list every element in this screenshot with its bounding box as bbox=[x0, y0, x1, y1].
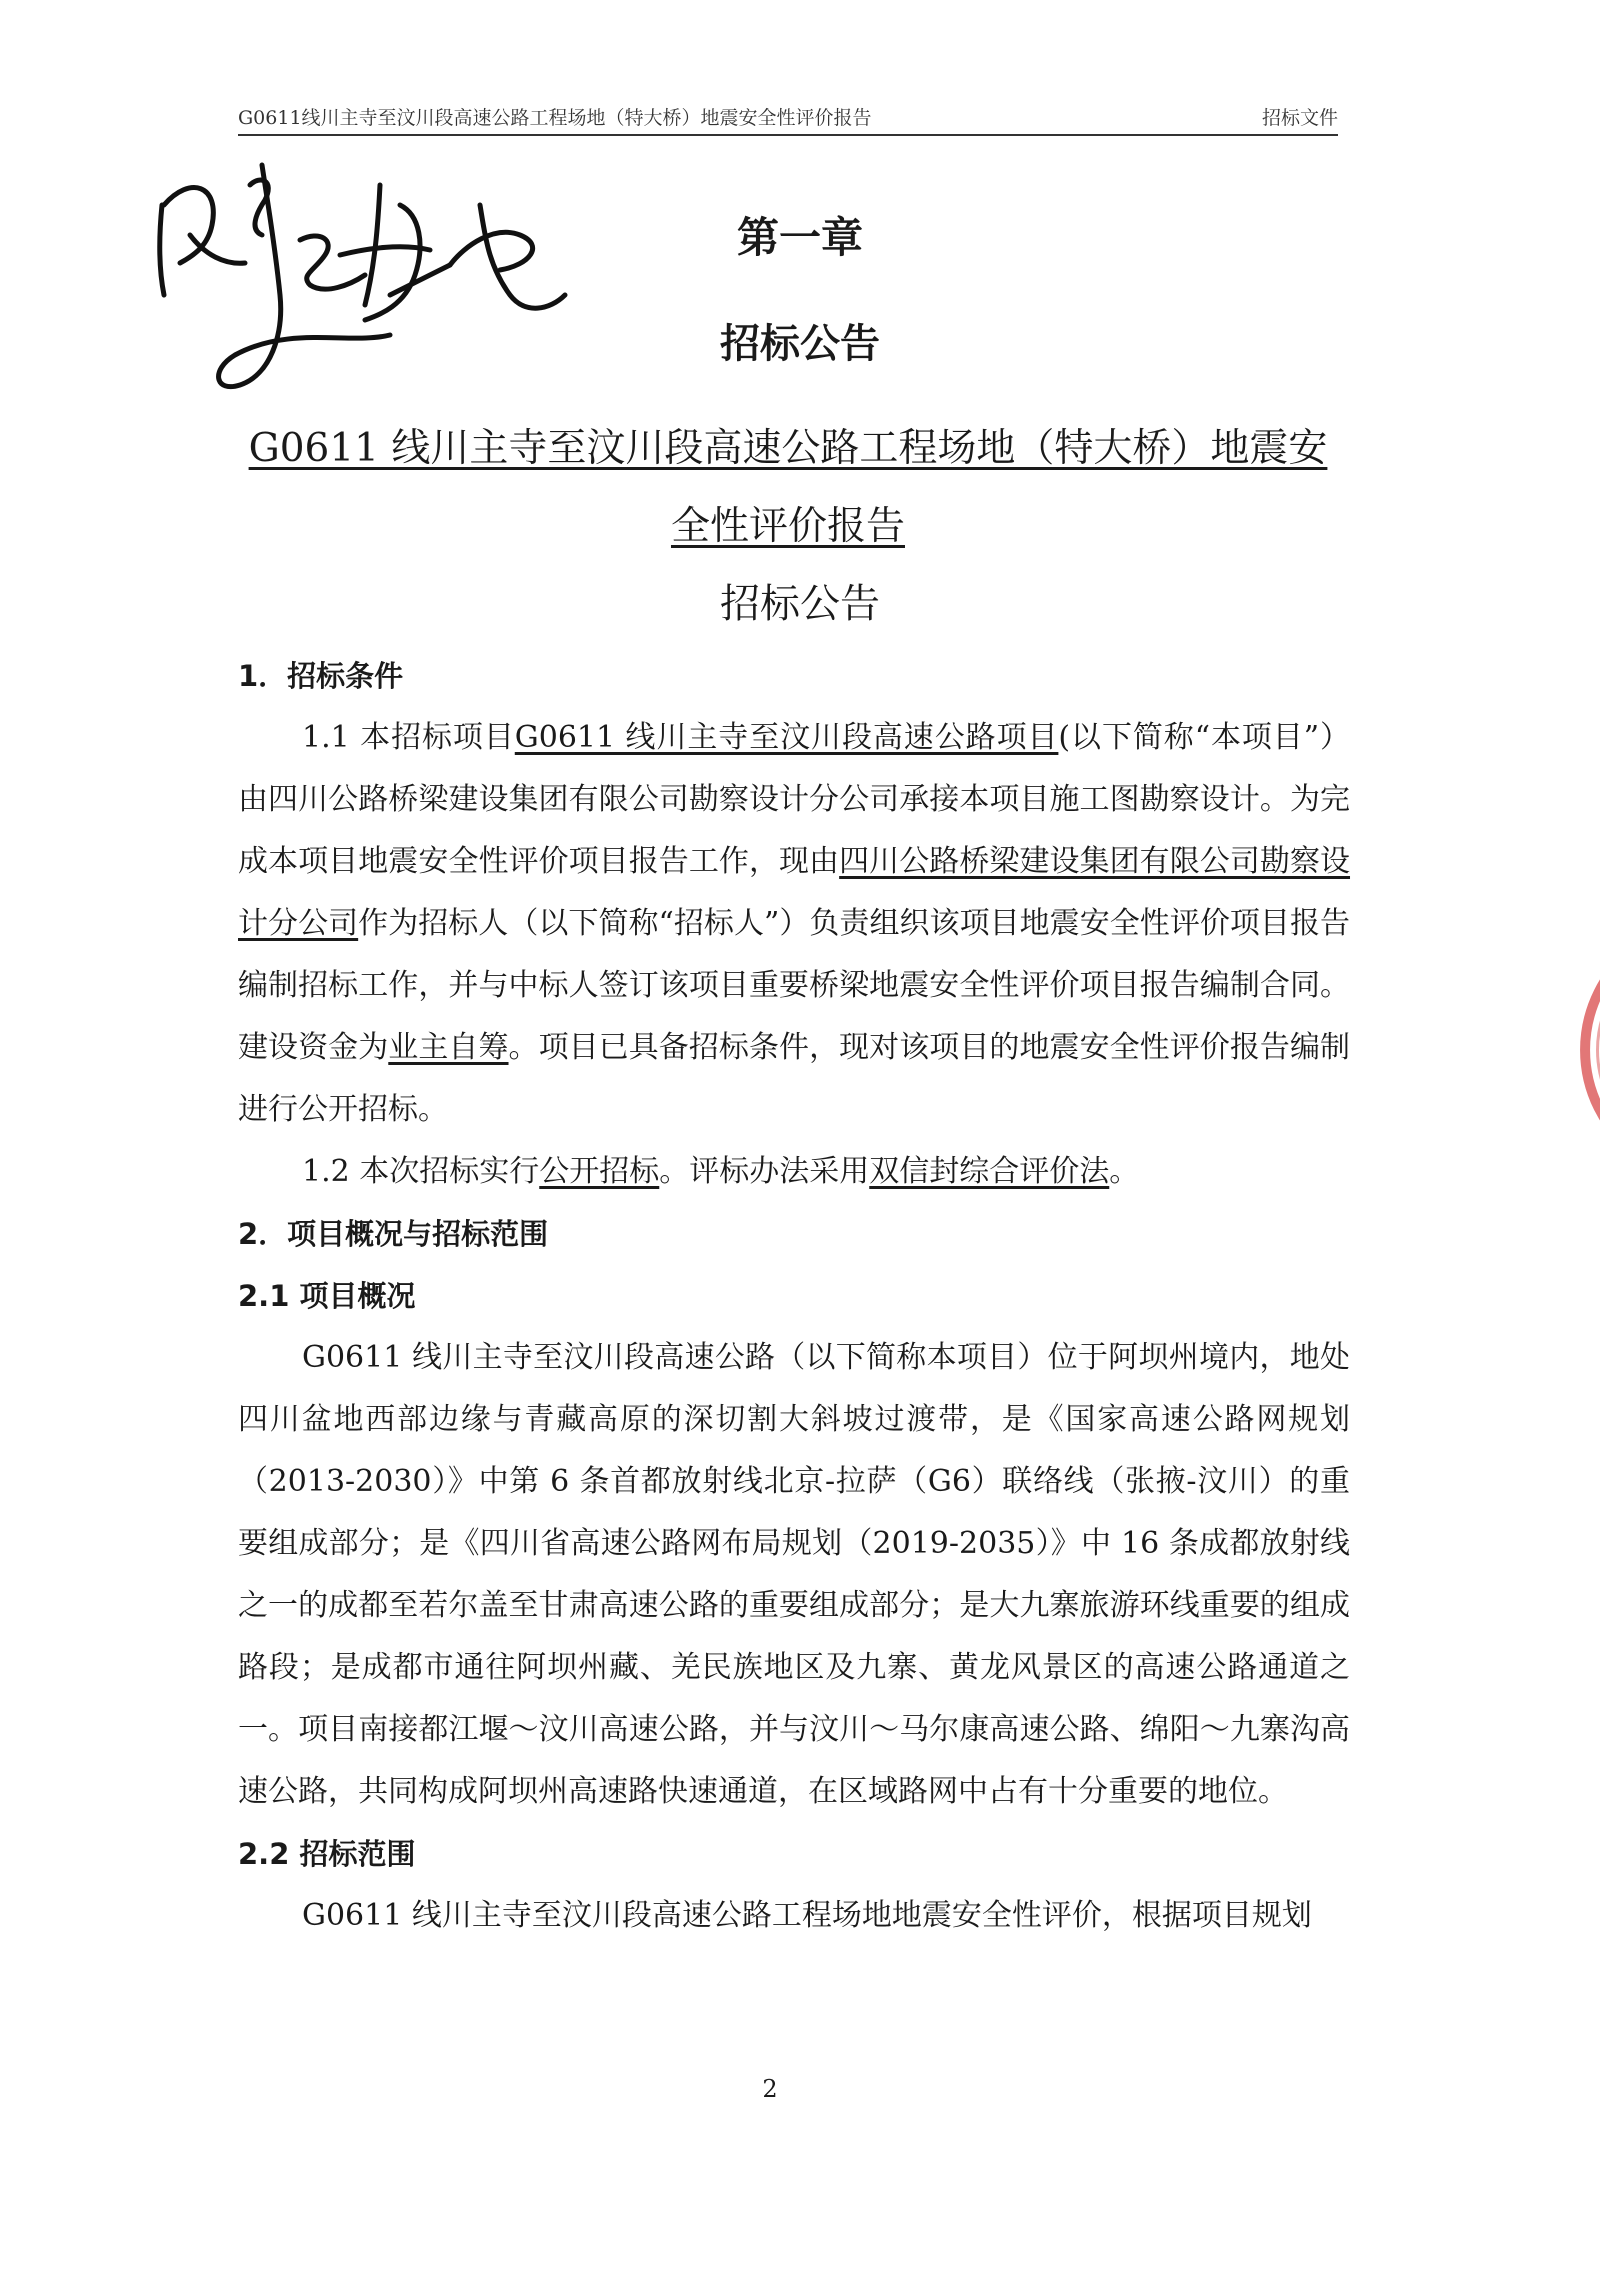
project-title-text: G0611 线川主寺至汶川段高速公路工程场地（特大桥）地震安全性评价报告 bbox=[248, 426, 1328, 549]
red-stamp-edge bbox=[1572, 950, 1600, 1150]
paragraph-2-1: G0611 线川主寺至汶川段高速公路（以下简称本项目）位于阿坝州境内，地处四川盆地西部边缘与青藏高原的深切割大斜坡过渡带，是《国家高速公路网规划（2013-2030）》中第 6 条首都放射线北京-拉萨（G6）联络线（张掖-汶川）的重要组成部分；是《四川省高速公路网布局规划（2019-2035）》中 16 条成都放射线之一的成都至若尔盖至甘肃高速公路的重要组成部分；是大九寨旅游环线重要的组成路段；是成都市通往阿坝州藏、羌民族地区及九寨、黄龙风景区的高速公路通道之一。项目南接都江堰～汶川高速公路，并与汶川～马尔康高速公路、绵阳～九寨沟高速公路，共同构成阿坝州高速路快速通道，在区域路网中占有十分重要的地位。 bbox=[238, 1340, 1350, 1809]
chapter-title: 第一章 bbox=[736, 213, 863, 262]
underlined-project-name: G0611 线川主寺至汶川段高速公路项目 bbox=[514, 720, 1059, 755]
section-title: 招标公告 bbox=[720, 321, 880, 367]
notice-subtitle: 招标公告 bbox=[720, 581, 880, 627]
heading-bid-conditions: 1．招标条件 bbox=[238, 659, 404, 693]
text-fragment: 。 bbox=[1109, 1154, 1140, 1189]
heading-bid-scope: 2.2 招标范围 bbox=[238, 1837, 416, 1871]
text-fragment: 。项目已具备招标条件，现对该项目的地震安全性评价报告编制进行公开招标。 bbox=[238, 1030, 1351, 1127]
underlined-funding-source: 业主自筹 bbox=[388, 1030, 509, 1065]
project-title bbox=[238, 410, 1338, 566]
heading-project-overview: 2.1 项目概况 bbox=[238, 1279, 416, 1313]
paragraph-1-2 bbox=[238, 1141, 1350, 1203]
underlined-tenderer-name: 四川公路桥梁建设集团有限公司勘察设计分公司 bbox=[238, 844, 1351, 941]
underlined-bid-method: 公开招标 bbox=[539, 1154, 660, 1189]
page-number: 2 bbox=[762, 2075, 778, 2103]
heading-project-overview-scope: 2．项目概况与招标范围 bbox=[238, 1217, 549, 1251]
document-body bbox=[238, 645, 1350, 1947]
paragraph-1-1 bbox=[238, 707, 1350, 1141]
underlined-evaluation-method: 双信封综合评价法 bbox=[869, 1154, 1110, 1189]
text-fragment: 1.2 本次招标实行 bbox=[302, 1154, 540, 1189]
text-fragment: 。评标办法采用 bbox=[659, 1154, 870, 1189]
text-fragment: 作为招标人（以下简称“招标人”）负责组织该项目地震安全性评价项目报告编制招标工作，并与中标人签订该项目重要桥梁地震安全性评价项目报告编制合同。建设资金为 bbox=[238, 906, 1350, 1065]
page-header bbox=[238, 108, 1338, 136]
text-fragment: 1.1 本招标项目 bbox=[302, 720, 515, 755]
header-document-type: 招标文件 bbox=[1261, 107, 1338, 129]
paragraph-2-2: G0611 线川主寺至汶川段高速公路工程场地地震安全性评价，根据项目规划 bbox=[302, 1898, 1312, 1933]
text-fragment: (以下简称“本项目”）由四川公路桥梁建设集团有限公司勘察设计分公司承接本项目施工图勘察设计。为完成本项目地震安全性评价项目报告工作，现由 bbox=[238, 720, 1350, 879]
header-document-title: G0611线川主寺至汶川段高速公路工程场地（特大桥）地震安全性评价报告 bbox=[238, 107, 872, 129]
